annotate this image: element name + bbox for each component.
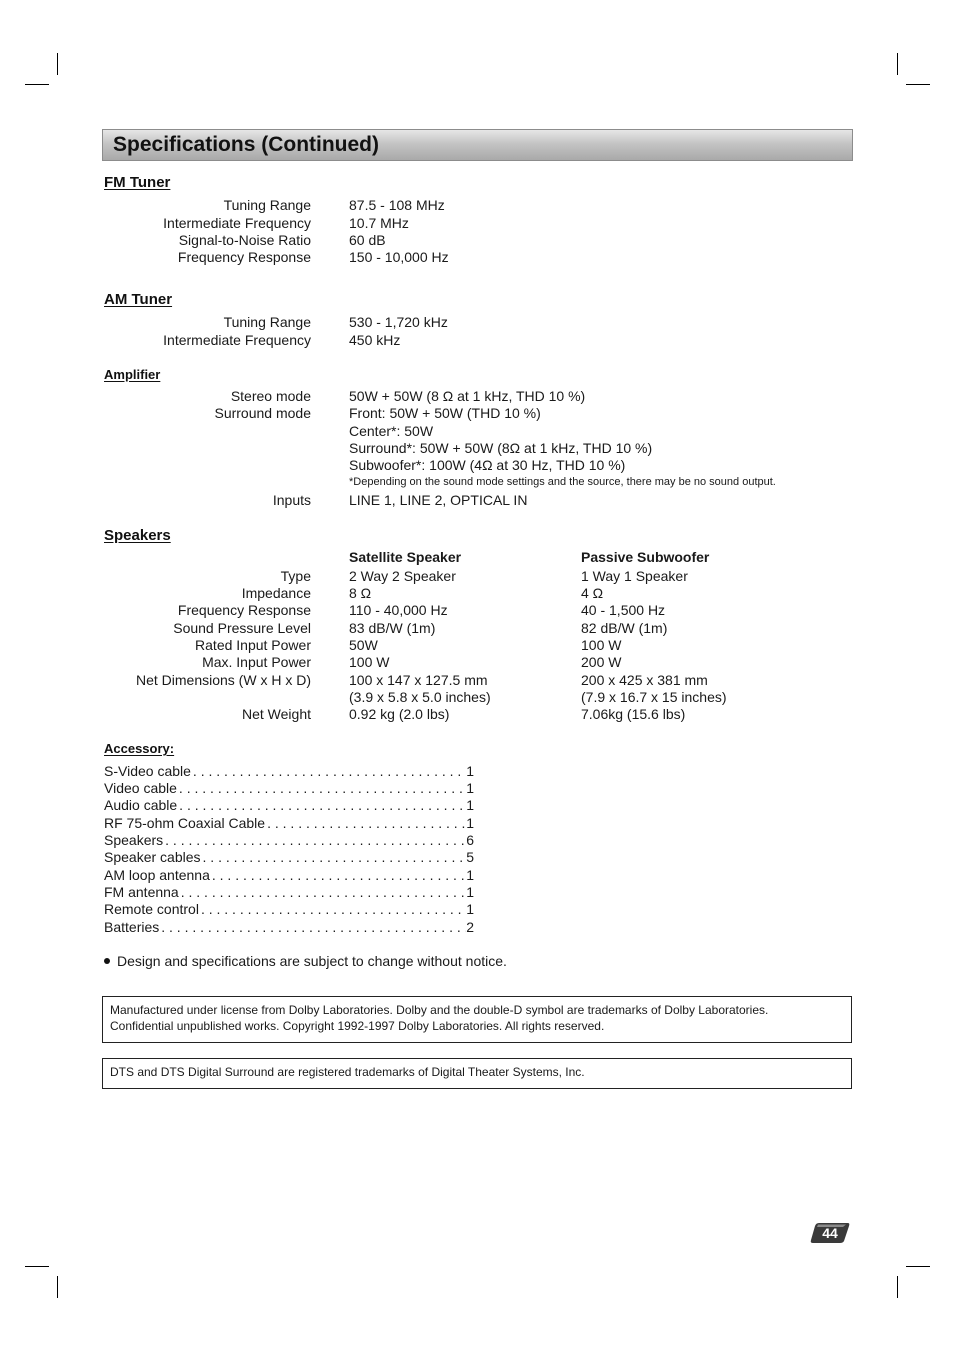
accessory-item <box>104 848 474 866</box>
accessory-item <box>104 883 474 901</box>
spec-value: 50W + 50W (8 Ω at 1 kHz, THD 10 %) <box>349 388 586 404</box>
accessory-item <box>104 866 474 884</box>
spec-label: Tuning Range <box>223 314 311 330</box>
accessory-name: Audio cable <box>104 797 178 813</box>
spec-label: Net Weight <box>242 706 311 722</box>
dot-leader <box>177 796 466 814</box>
spec-change-notice <box>104 952 507 970</box>
accessory-item <box>104 814 474 832</box>
amp-row <box>0 404 954 422</box>
notice-text: Design and specifications are subject to change without notice. <box>117 953 507 969</box>
spec-label: Signal-to-Noise Ratio <box>178 232 311 248</box>
accessory-item <box>104 900 474 918</box>
fm-row <box>0 196 954 214</box>
page-title: Specifications (Continued) <box>113 133 380 156</box>
column-header-satellite: Satellite Speaker <box>349 549 462 565</box>
spec-label: Tuning Range <box>223 197 311 213</box>
accessory-qty: 1 <box>466 797 474 813</box>
accessory-item <box>104 918 474 936</box>
spec-value: 1 Way 1 Speaker <box>581 568 688 584</box>
crop-mark <box>906 84 930 85</box>
spec-value: 4 Ω <box>581 585 604 601</box>
accessory-qty: 6 <box>466 832 474 848</box>
accessory-qty: 1 <box>466 780 474 796</box>
speaker-row <box>0 636 954 654</box>
speaker-row <box>0 705 954 723</box>
speaker-row <box>0 584 954 602</box>
spec-label: Rated Input Power <box>195 637 311 653</box>
spec-value: 50W <box>349 637 378 653</box>
amp-row <box>0 439 954 457</box>
title-bar <box>102 129 853 161</box>
dot-leader <box>210 866 466 884</box>
bullet-icon <box>104 958 110 964</box>
fm-row <box>0 214 954 232</box>
amp-row <box>0 422 954 440</box>
spec-value: 100 x 147 x 127.5 mm <box>349 672 488 688</box>
accessory-name: S-Video cable <box>104 763 191 779</box>
speaker-row <box>0 619 954 637</box>
accessory-name: FM antenna <box>104 884 179 900</box>
dts-line: DTS and DTS Digital Surround are registered trademarks of Digital Theater Systems, Inc. <box>110 1065 585 1079</box>
dot-leader <box>199 900 466 918</box>
spec-value: 110 - 40,000 Hz <box>349 602 448 618</box>
amp-row <box>0 491 954 509</box>
dot-leader <box>265 814 466 832</box>
page-number-badge <box>810 1221 850 1245</box>
spec-value: 7.06kg (15.6 lbs) <box>581 706 686 722</box>
spec-label: Surround mode <box>214 405 311 421</box>
accessory-qty: 1 <box>466 884 474 900</box>
speaker-row <box>0 567 954 585</box>
dot-leader <box>163 831 466 849</box>
spec-label: Intermediate Frequency <box>163 332 311 348</box>
dot-leader <box>159 918 466 936</box>
accessory-name: Speaker cables <box>104 849 201 865</box>
fm-row <box>0 248 954 266</box>
spec-value: 100 W <box>581 637 622 653</box>
dot-leader <box>191 762 466 780</box>
accessory-qty: 1 <box>466 763 474 779</box>
spec-value: 10.7 MHz <box>349 215 409 231</box>
dot-leader <box>201 848 467 866</box>
accessory-name: Speakers <box>104 832 164 848</box>
speaker-row <box>0 688 954 706</box>
fm-row <box>0 231 954 249</box>
dolby-line: Manufactured under license from Dolby Laboratories. Dolby and the double-D symbol are trademarks of Dolby Laboratories. <box>110 1003 769 1017</box>
fm-tuner-heading: FM Tuner <box>104 174 171 191</box>
accessory-name: RF 75-ohm Coaxial Cable <box>104 815 266 831</box>
am-tuner-heading: AM Tuner <box>104 291 173 308</box>
spec-value: 450 kHz <box>349 332 401 348</box>
crop-mark <box>57 53 58 75</box>
amplifier-footnote: *Depending on the sound mode settings and the source, there may be no sound output. <box>349 476 776 488</box>
accessory-name: AM loop antenna <box>104 867 210 883</box>
spec-label: Frequency Response <box>177 602 311 618</box>
spec-value: (7.9 x 16.7 x 15 inches) <box>581 689 727 705</box>
crop-mark <box>25 1266 49 1267</box>
amp-row <box>0 456 954 474</box>
spec-value: (3.9 x 5.8 x 5.0 inches) <box>349 689 491 705</box>
spec-value: 200 W <box>581 654 622 670</box>
spec-value: 200 x 425 x 381 mm <box>581 672 708 688</box>
spec-value: Subwoofer*: 100W (4Ω at 30 Hz, THD 10 %) <box>349 457 626 473</box>
spec-label: Type <box>280 568 311 584</box>
spec-label: Frequency Response <box>177 249 311 265</box>
spec-label: Stereo mode <box>230 388 311 404</box>
spec-value: 8 Ω <box>349 585 372 601</box>
spec-value: 2 Way 2 Speaker <box>349 568 456 584</box>
crop-mark <box>906 1266 930 1267</box>
dolby-trademark-box <box>102 996 852 1043</box>
amplifier-heading: Amplifier <box>104 367 161 382</box>
spec-label: Intermediate Frequency <box>163 215 311 231</box>
accessory-item <box>104 762 474 780</box>
crop-mark <box>57 1276 58 1298</box>
accessory-name: Video cable <box>104 780 177 796</box>
page-number: 44 <box>822 1225 838 1241</box>
column-header-subwoofer: Passive Subwoofer <box>581 549 710 565</box>
accessory-item <box>104 796 474 814</box>
accessory-qty: 1 <box>466 815 474 831</box>
spec-value: Front: 50W + 50W (THD 10 %) <box>349 405 541 421</box>
accessory-qty: 1 <box>466 901 474 917</box>
dot-leader <box>179 883 466 901</box>
spec-value: 530 - 1,720 kHz <box>349 314 448 330</box>
spec-value: 40 - 1,500 Hz <box>581 602 666 618</box>
am-row <box>0 313 954 331</box>
dot-leader <box>177 779 466 797</box>
spec-value: 87.5 - 108 MHz <box>349 197 445 213</box>
spec-label: Inputs <box>272 492 311 508</box>
accessory-item <box>104 831 474 849</box>
dts-trademark-box <box>102 1058 852 1089</box>
spec-label: Impedance <box>241 585 311 601</box>
accessory-heading: Accessory: <box>104 741 175 756</box>
crop-mark <box>897 1276 898 1298</box>
crop-mark <box>25 84 49 85</box>
accessory-name: Remote control <box>104 901 199 917</box>
speaker-row <box>0 653 954 671</box>
am-row <box>0 331 954 349</box>
spec-value: 0.92 kg (2.0 lbs) <box>349 706 450 722</box>
spec-label: Net Dimensions (W x H x D) <box>135 672 311 688</box>
accessory-qty: 2 <box>466 919 474 935</box>
dolby-line: Confidential unpublished works. Copyright 1992-1997 Dolby Laboratories. All rights reserved. <box>110 1019 605 1033</box>
accessory-qty: 5 <box>466 849 474 865</box>
spec-value: 83 dB/W (1m) <box>349 620 436 636</box>
spec-value: Center*: 50W <box>349 423 434 439</box>
spec-value: 150 - 10,000 Hz <box>349 249 449 265</box>
spec-label: Sound Pressure Level <box>173 620 311 636</box>
spec-value: Surround*: 50W + 50W (8Ω at 1 kHz, THD 10 %) <box>349 440 653 456</box>
speakers-heading: Speakers <box>104 527 171 544</box>
crop-mark <box>897 53 898 75</box>
spec-value: LINE 1, LINE 2, OPTICAL IN <box>349 492 528 508</box>
speaker-row <box>0 601 954 619</box>
speaker-row <box>0 671 954 689</box>
accessory-qty: 1 <box>466 867 474 883</box>
spec-label: Max. Input Power <box>202 654 311 670</box>
accessory-item <box>104 779 474 797</box>
spec-value: 82 dB/W (1m) <box>581 620 668 636</box>
accessory-name: Batteries <box>104 919 160 935</box>
spec-value: 100 W <box>349 654 390 670</box>
amp-row <box>0 387 954 405</box>
spec-value: 60 dB <box>349 232 386 248</box>
